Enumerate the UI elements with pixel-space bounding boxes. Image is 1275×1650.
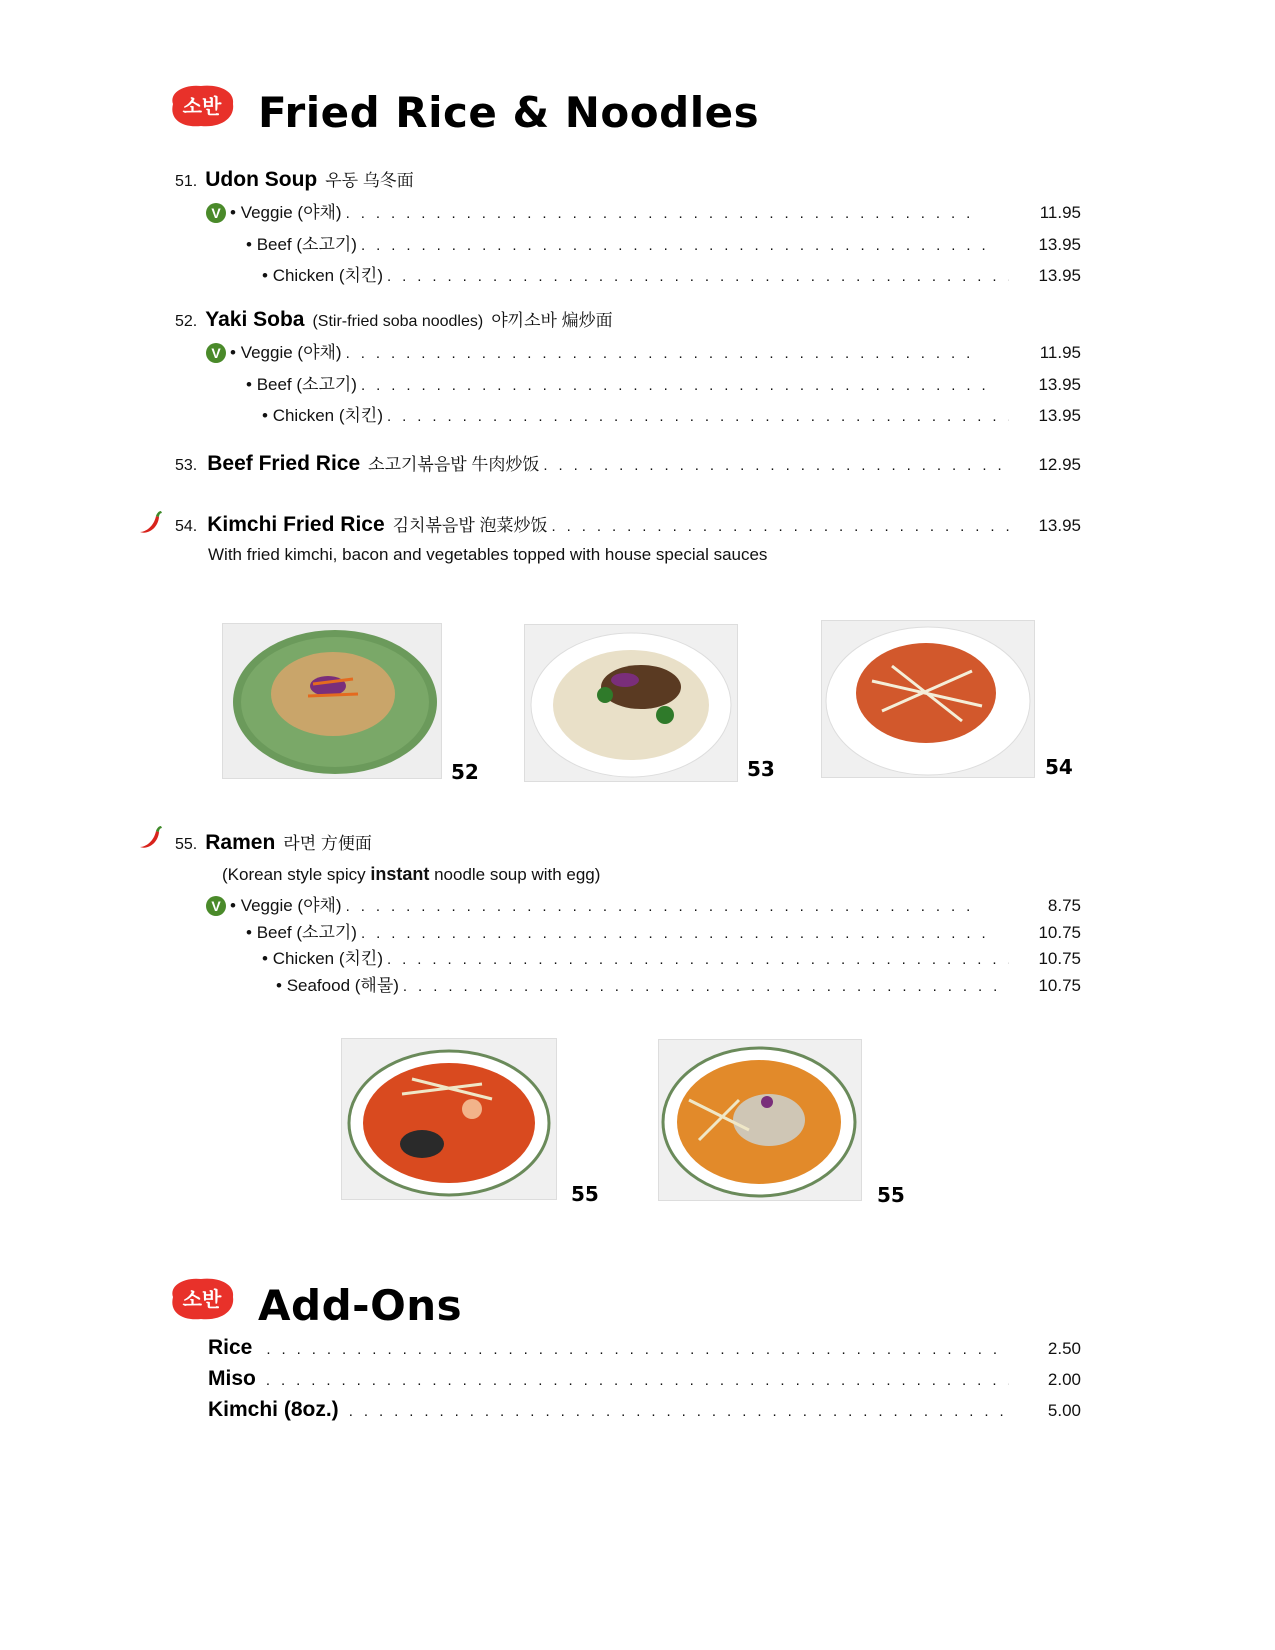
option-label: Beef (소고기) — [256, 375, 357, 394]
item-native-name: 라면 方便面 — [283, 834, 372, 853]
menu-item-51 — [175, 166, 414, 192]
photo-label: 53 — [747, 757, 775, 781]
leader-dots — [346, 345, 971, 362]
item-description — [222, 864, 600, 885]
option-label: Beef (소고기) — [256, 923, 357, 942]
item-native-name: 소고기볶음밥 牛肉炒饭 — [368, 455, 540, 474]
leader-dots — [349, 1403, 1009, 1420]
spicy-pepper-icon — [136, 508, 164, 536]
option-label: Chicken (치킨) — [272, 266, 383, 285]
option-row: V • Veggie (야채) . . . 11.95 — [206, 338, 1081, 363]
option-row: • Seafood (해물) . . . 10.75 — [276, 971, 1081, 996]
section-title-noodles: Fried Rice & Noodles — [258, 88, 760, 137]
option-price: 13.95 — [1038, 235, 1081, 254]
item-name: Udon Soup — [205, 168, 318, 191]
addon-name: Rice — [208, 1336, 253, 1359]
vegetarian-icon: V — [206, 343, 226, 363]
dish-photo-yaki-soba — [222, 623, 442, 779]
menu-item-54 — [175, 511, 1081, 537]
item-number: 55. — [175, 836, 198, 853]
option-row: • Chicken (치킨) . . . 10.75 — [262, 944, 1081, 969]
item-name: Kimchi Fried Rice — [207, 513, 385, 536]
leader-dots — [387, 268, 1009, 285]
logo-text: 소반 — [182, 1287, 222, 1311]
dish-photo-seafood-ramen — [341, 1038, 557, 1200]
menu-item-52 — [175, 306, 613, 332]
item-number: 51. — [175, 173, 198, 190]
vegetarian-icon: V — [206, 896, 226, 916]
addon-price: 5.00 — [1047, 1401, 1081, 1420]
addon-price: 2.50 — [1047, 1339, 1081, 1358]
item-name: Yaki Soba — [205, 308, 305, 331]
item-number: 54. — [175, 518, 198, 535]
logo-text: 소반 — [182, 94, 222, 118]
restaurant-logo — [165, 1275, 237, 1328]
option-row: • Beef (소고기) . . . 10.75 — [246, 918, 1081, 943]
option-row: V • Veggie (야채) . . . 11.95 — [206, 198, 1081, 223]
leader-dots — [361, 377, 985, 394]
leader-dots — [346, 898, 971, 915]
menu-item-55 — [175, 829, 372, 855]
description-emphasis: instant — [370, 864, 430, 884]
item-native-name: 우동 乌冬面 — [325, 171, 414, 190]
option-row: • Beef (소고기) . . . 13.95 — [246, 230, 1081, 255]
option-price: 10.75 — [1038, 923, 1081, 942]
option-label: Veggie (야채) — [240, 343, 342, 362]
leader-dots — [387, 951, 1009, 968]
option-price: 13.95 — [1038, 406, 1081, 425]
ramen-image — [659, 1040, 861, 1200]
option-row: • Chicken (치킨) . . . 13.95 — [262, 261, 1081, 286]
item-native-name: 야끼소바 煸炒面 — [491, 311, 613, 330]
option-row: V • Veggie (야채) . . . 8.75 — [206, 891, 1081, 916]
kimchi-fried-rice-image — [822, 621, 1034, 777]
option-label: Chicken (치킨) — [272, 949, 383, 968]
vegetarian-icon: V — [206, 203, 226, 223]
leader-dots — [361, 925, 985, 942]
option-label: Veggie (야채) — [240, 203, 342, 222]
leader-dots — [346, 205, 971, 222]
leader-dots — [361, 237, 985, 254]
item-number: 53. — [175, 457, 198, 474]
option-price: 11.95 — [1039, 343, 1081, 362]
leader-dots — [551, 518, 1009, 535]
dish-photo-beef-fried-rice — [524, 624, 738, 782]
option-row: • Chicken (치킨) . . . 13.95 — [262, 401, 1081, 426]
dish-photo-ramen — [658, 1039, 862, 1201]
item-description: (Stir-fried soba noodles) — [312, 313, 484, 330]
leader-dots — [266, 1341, 1009, 1358]
option-price: 10.75 — [1038, 976, 1081, 995]
option-price: 13.95 — [1038, 375, 1081, 394]
leader-dots — [266, 1372, 1009, 1389]
dish-photo-kimchi-fried-rice — [821, 620, 1035, 778]
photo-label: 54 — [1045, 755, 1073, 779]
option-label: Seafood (해물) — [286, 976, 399, 995]
item-description: With fried kimchi, bacon and vegetables topped with house special sauces — [208, 545, 768, 564]
item-name: Ramen — [205, 831, 276, 854]
option-price: 8.75 — [1047, 896, 1081, 915]
seafood-ramen-image — [342, 1039, 556, 1199]
addon-row — [208, 1398, 1081, 1422]
item-price: 13.95 — [1038, 516, 1081, 535]
section-title-addons: Add-Ons — [258, 1281, 463, 1330]
addon-row — [208, 1367, 1081, 1391]
addon-name: Kimchi (8oz.) — [208, 1398, 339, 1421]
restaurant-logo — [165, 82, 237, 135]
option-price: 11.95 — [1039, 203, 1081, 222]
option-price: 10.75 — [1038, 949, 1081, 968]
addon-name: Miso — [208, 1367, 256, 1390]
beef-fried-rice-image — [525, 625, 737, 781]
photo-label: 52 — [451, 760, 479, 784]
spicy-pepper-icon — [136, 823, 164, 851]
description-text: (Korean style spicy — [222, 865, 371, 884]
menu-item-53 — [175, 450, 1081, 476]
description-text: noodle soup with egg) — [429, 865, 601, 884]
item-number: 52. — [175, 313, 198, 330]
option-label: Beef (소고기) — [256, 235, 357, 254]
addon-row — [208, 1336, 1081, 1360]
item-native-name: 김치볶음밥 泡菜炒饭 — [392, 516, 548, 535]
item-name: Beef Fried Rice — [207, 452, 361, 475]
photo-label: 55 — [877, 1183, 905, 1207]
leader-dots — [387, 408, 1009, 425]
photo-label: 55 — [571, 1182, 599, 1206]
addon-price: 2.00 — [1047, 1370, 1081, 1389]
leader-dots — [403, 978, 1009, 995]
yaki-soba-image — [223, 624, 441, 778]
option-label: Veggie (야채) — [240, 896, 342, 915]
leader-dots — [543, 457, 1009, 474]
item-price: 12.95 — [1038, 455, 1081, 474]
option-price: 13.95 — [1038, 266, 1081, 285]
option-row: • Beef (소고기) . . . 13.95 — [246, 370, 1081, 395]
option-label: Chicken (치킨) — [272, 406, 383, 425]
